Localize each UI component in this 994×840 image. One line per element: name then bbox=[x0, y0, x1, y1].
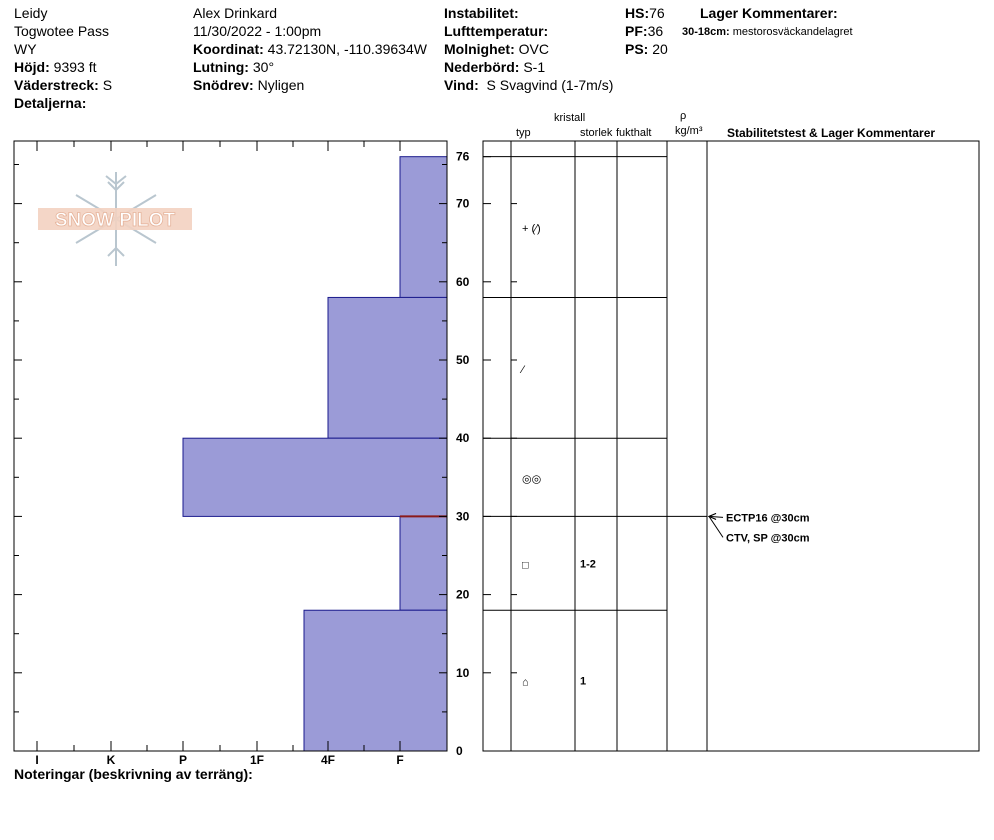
stability-label-1: CTV, SP @30cm bbox=[726, 532, 810, 545]
x-tick-label-1F: 1F bbox=[249, 753, 265, 767]
observer-name: Alex Drinkard bbox=[193, 5, 278, 21]
date-time: 11/30/2022 - 1:00pm bbox=[193, 23, 322, 39]
layer-bar-3 bbox=[400, 516, 447, 610]
pf-row: PF:36 bbox=[625, 23, 664, 39]
state-name: WY bbox=[14, 41, 37, 57]
stability-label-0: ECTP16 @30cm bbox=[726, 512, 810, 525]
layer-crystal-0: + (⁄) bbox=[522, 223, 541, 236]
wind-row: Vind: S Svagvind (1-7m/s) bbox=[444, 77, 614, 93]
y-tick-label-30: 30 bbox=[456, 509, 470, 524]
location-name: Leidy bbox=[14, 5, 48, 21]
header-density-unit: kg/m³ bbox=[675, 125, 703, 137]
y-tick-label-20: 20 bbox=[456, 587, 470, 602]
air-temp-label: Lufttemperatur: bbox=[444, 23, 549, 39]
details-label: Detaljerna: bbox=[14, 95, 87, 111]
x-tick-label-I: I bbox=[35, 753, 39, 767]
y-tick-label-40: 40 bbox=[456, 431, 470, 446]
header-size: storlek bbox=[580, 127, 613, 139]
notes-label: Noteringar (beskrivning av terräng): bbox=[14, 766, 253, 782]
layer-size-3: 1-2 bbox=[580, 558, 596, 571]
x-tick-label-4F: 4F bbox=[320, 753, 336, 767]
y-tick-label-50: 50 bbox=[456, 353, 470, 367]
x-tick-label-P: P bbox=[178, 753, 188, 767]
layer-bar-0 bbox=[400, 157, 447, 298]
header-stability: Stabilitetstest & Lager Kommentarer bbox=[727, 126, 936, 140]
y-tick-label-0: 0 bbox=[456, 744, 463, 758]
sky-row: Molnighet: OVC bbox=[444, 41, 549, 57]
stability-arrow-1 bbox=[709, 516, 723, 537]
layer-bar-4 bbox=[304, 610, 447, 751]
layer-comments-title: Lager Kommentarer: bbox=[700, 5, 838, 21]
hardness-layers bbox=[183, 157, 447, 751]
layer-crystal-1: ⁄ bbox=[522, 363, 524, 376]
layer-crystal-3: □ bbox=[522, 559, 529, 572]
aspect-row: Väderstreck: S bbox=[14, 77, 113, 93]
hs-row: HS:76 bbox=[625, 5, 665, 21]
drift-row: Snödrev: Nyligen bbox=[193, 77, 305, 93]
header-crystal: kristall bbox=[554, 112, 586, 124]
slope-row: Lutning: 30° bbox=[193, 59, 275, 75]
x-tick-label-K: K bbox=[106, 753, 116, 767]
layer-comment: 30-18cm: mestorosväckandelagret bbox=[682, 26, 853, 38]
layer-size-4: 1 bbox=[580, 675, 587, 688]
y-tick-label-10: 10 bbox=[456, 665, 470, 680]
logo-text: SNOW PILOT bbox=[54, 210, 176, 231]
header-rho: ρ bbox=[680, 110, 687, 122]
layer-bar-2 bbox=[183, 438, 447, 516]
area-name: Togwotee Pass bbox=[14, 23, 109, 39]
snowpilot-logo bbox=[36, 170, 196, 270]
layer-table bbox=[483, 141, 979, 751]
y-tick-label-70: 70 bbox=[456, 196, 470, 211]
instability-label: Instabilitet: bbox=[444, 5, 519, 21]
layer-crystal-2: ◎◎ bbox=[522, 473, 542, 486]
y-tick-label-76: 76 bbox=[456, 149, 470, 164]
precip-row: Nederbörd: S-1 bbox=[444, 59, 546, 75]
header-moisture: fukthalt bbox=[616, 127, 652, 139]
layer-crystal-4: ⌂ bbox=[522, 676, 529, 689]
x-tick-label-F: F bbox=[396, 753, 404, 767]
coordinate-row: Koordinat: 43.72130N, -110.39634W bbox=[193, 41, 427, 57]
table-frame bbox=[483, 141, 979, 751]
elevation-row: Höjd: 9393 ft bbox=[14, 59, 97, 75]
layer-bar-1 bbox=[328, 297, 447, 438]
y-tick-label-60: 60 bbox=[456, 274, 470, 289]
ps-row: PS: 20 bbox=[625, 41, 668, 57]
header-type: typ bbox=[516, 127, 531, 139]
